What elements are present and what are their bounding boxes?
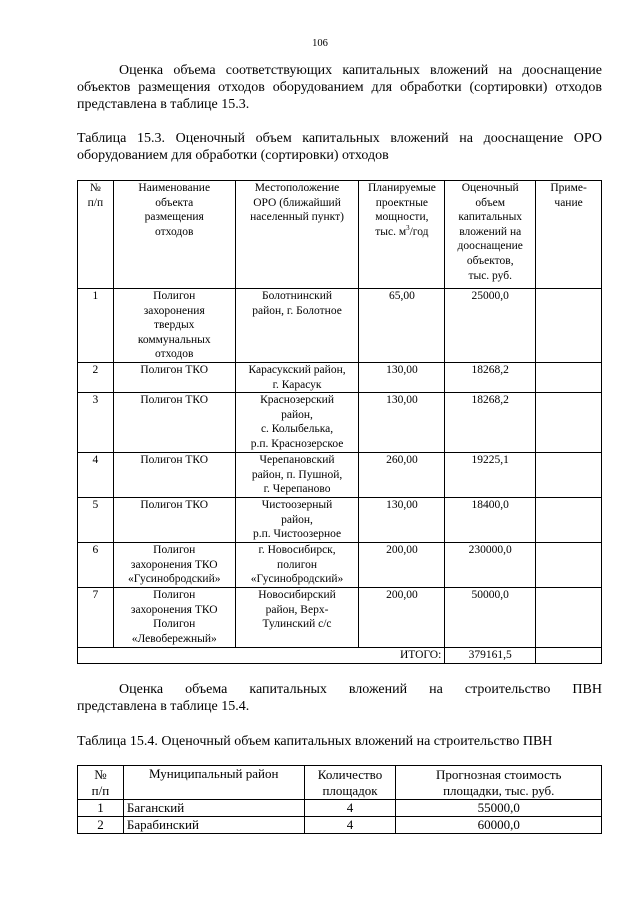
header-location: Местоположение ОРО (ближайший населенный пункт) xyxy=(235,181,359,289)
cell-location: г. Новосибирск, полигон «Гусинобродский» xyxy=(235,543,359,588)
cell-note xyxy=(536,588,602,648)
cell-cost: 55000,0 xyxy=(396,800,602,817)
cell-location: Черепановский район, п. Пушной, г. Черепаново xyxy=(235,453,359,498)
cell-name: Полигон ТКО xyxy=(113,498,235,543)
total-note xyxy=(536,648,602,664)
cell-capacity: 130,00 xyxy=(359,498,445,543)
header-note: Приме- чание xyxy=(536,181,602,289)
cell-location: Чистоозерный район, р.п. Чистоозерное xyxy=(235,498,359,543)
cell-name: Полигон захоронения твердых коммунальных отходов xyxy=(113,289,235,363)
table-row xyxy=(78,289,602,363)
cell-capacity: 260,00 xyxy=(359,453,445,498)
header-num: № п/п xyxy=(78,181,114,289)
header-cost: Прогнозная стоимость площадки, тыс. руб. xyxy=(396,766,602,800)
cell-location: Краснозерский район, с. Колыбелька, р.п. Краснозерское xyxy=(235,393,359,453)
cell-volume: 18268,2 xyxy=(445,363,536,393)
cell-capacity: 65,00 xyxy=(359,289,445,363)
cell-count: 4 xyxy=(304,800,396,817)
table-row xyxy=(78,800,602,817)
cell-capacity: 200,00 xyxy=(359,588,445,648)
cell-num: 1 xyxy=(78,289,114,363)
cell-name: Полигон захоронения ТКО Полигон «Левобережный» xyxy=(113,588,235,648)
cell-num: 5 xyxy=(78,498,114,543)
intro-paragraph: Оценка объема соответствующих капитальных вложений на дооснащение объектов размещения отходов оборудованием для обработки (сортировки) отходов представлена в таблице 15.3. xyxy=(77,63,602,112)
total-label: ИТОГО: xyxy=(78,648,445,664)
header-count: Количество площадок xyxy=(304,766,396,800)
cell-num: 4 xyxy=(78,453,114,498)
cell-note xyxy=(536,289,602,363)
table-header-row xyxy=(78,766,602,800)
table-15-4-caption: Таблица 15.4. Оценочный объем капитальных вложений на строительство ПВН xyxy=(77,734,553,749)
cell-district: Барабинский xyxy=(123,817,304,834)
cell-volume: 50000,0 xyxy=(445,588,536,648)
paragraph-table-15-4-intro-end: представлена в таблице 15.4. xyxy=(77,699,250,714)
cell-name: Полигон ТКО xyxy=(113,393,235,453)
table-15-3-caption: Таблица 15.3. Оценочный объем капитальных вложений на дооснащение ОРО оборудованием для обработки (сортировки) отходов xyxy=(77,131,602,163)
cell-volume: 18268,2 xyxy=(445,393,536,453)
cell-name: Полигон захоронения ТКО «Гусинобродский» xyxy=(113,543,235,588)
cell-volume: 19225,1 xyxy=(445,453,536,498)
page-number: 106 xyxy=(312,38,328,49)
header-district: Муниципальный район xyxy=(123,766,304,800)
cell-name: Полигон ТКО xyxy=(113,453,235,498)
total-value: 379161,5 xyxy=(445,648,536,664)
table-row xyxy=(78,453,602,498)
cell-district: Баганский xyxy=(123,800,304,817)
table-row xyxy=(78,543,602,588)
cell-volume: 18400,0 xyxy=(445,498,536,543)
cell-volume: 230000,0 xyxy=(445,543,536,588)
cell-location: Карасукский район, г. Карасук xyxy=(235,363,359,393)
cell-num: 6 xyxy=(78,543,114,588)
cell-cost: 60000,0 xyxy=(396,817,602,834)
header-name: Наименование объекта размещения отходов xyxy=(113,181,235,289)
cell-note xyxy=(536,543,602,588)
header-capacity: Планируемые проектные мощности, тыс. $м^3$/год xyxy=(359,181,445,289)
total-row xyxy=(78,648,602,664)
cell-note xyxy=(536,363,602,393)
cell-capacity: 130,00 xyxy=(359,363,445,393)
cell-note xyxy=(536,453,602,498)
table-row xyxy=(78,363,602,393)
cell-num: 2 xyxy=(78,817,124,834)
table-row xyxy=(78,498,602,543)
cell-num: 3 xyxy=(78,393,114,453)
cell-name: Полигон ТКО xyxy=(113,363,235,393)
cell-capacity: 130,00 xyxy=(359,393,445,453)
cell-capacity: 200,00 xyxy=(359,543,445,588)
cell-note xyxy=(536,498,602,543)
table-row xyxy=(78,588,602,648)
table-15-4 xyxy=(77,765,602,834)
header-num: № п/п xyxy=(78,766,124,800)
cell-location: Болотнинский район, г. Болотное xyxy=(235,289,359,363)
table-15-3 xyxy=(77,180,602,664)
cell-num: 7 xyxy=(78,588,114,648)
cell-volume: 25000,0 xyxy=(445,289,536,363)
cell-note xyxy=(536,393,602,453)
cell-count: 4 xyxy=(304,817,396,834)
cell-location: Новосибирский район, Верх- Тулинский с/с xyxy=(235,588,359,648)
table-header-row xyxy=(78,181,602,289)
header-volume: Оценочный объем капитальных вложений на дооснащение объектов, тыс. руб. xyxy=(445,181,536,289)
cell-num: 2 xyxy=(78,363,114,393)
table-row xyxy=(78,817,602,834)
table-row xyxy=(78,393,602,453)
cell-num: 1 xyxy=(78,800,124,817)
paragraph-table-15-4-intro: Оценка объема капитальных вложений на строительство ПВН xyxy=(119,682,602,697)
